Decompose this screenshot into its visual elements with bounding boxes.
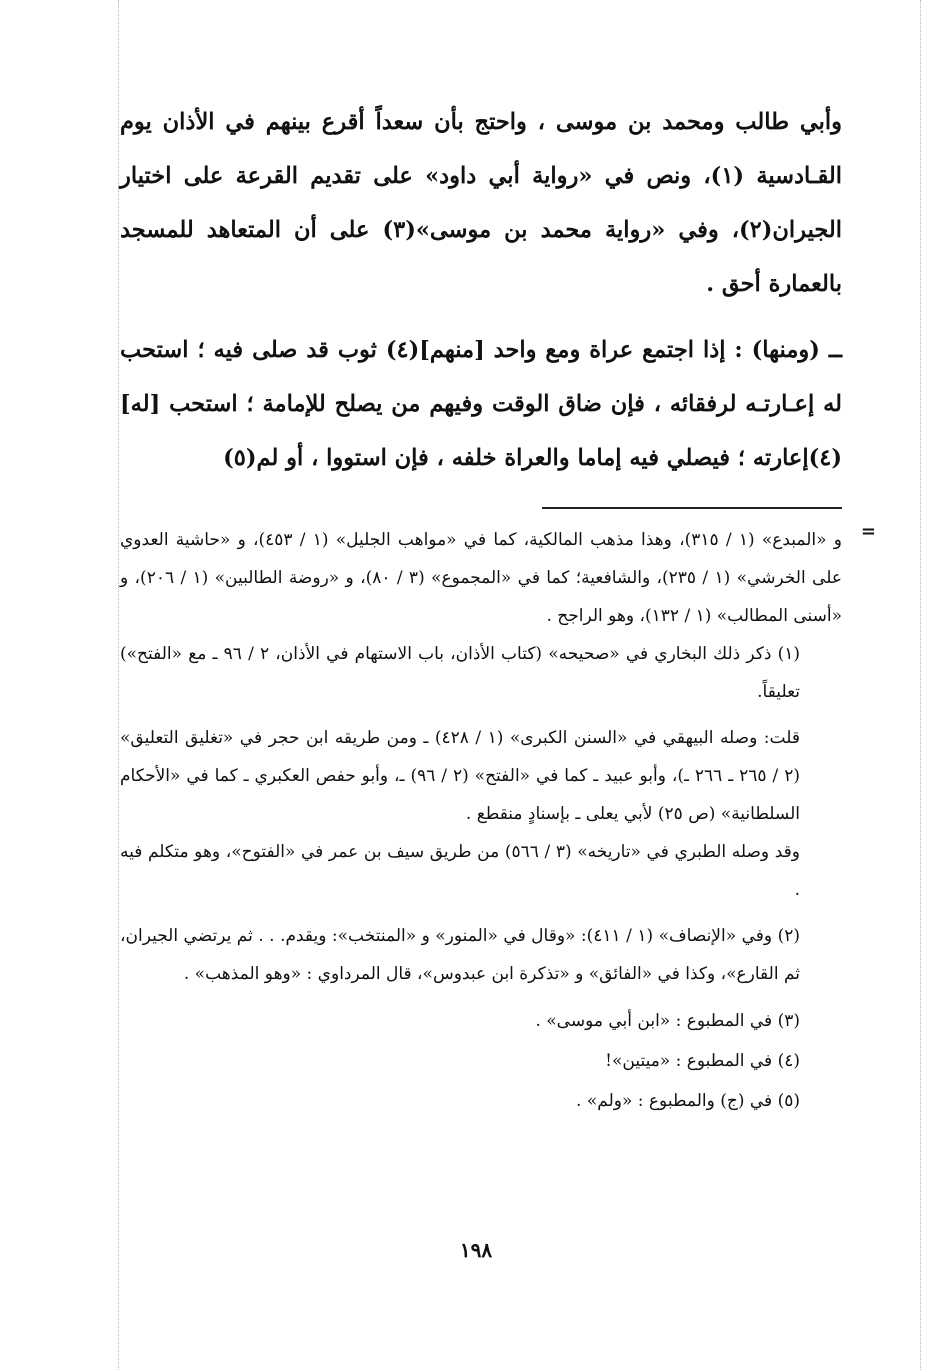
footnote-4: (٤) في المطبوع : «ميتين»! — [605, 1051, 800, 1071]
continuation-mark: = — [860, 521, 876, 542]
main-paragraph-2: ــ (ومنها) : إذا اجتمع عراة ومع واحد [منهم](٤) ثوب قد صلى فيه ؛ استحب له إعـارتـه لرفقائه ، فإن ضاق الوقت وفيهم من يصلح للإمامة ؛ استحب [له](٤)إعارته ؛ فيصلي فيه إماما والعراة خلفه ، فإن استووا ، أو لم(٥) — [120, 337, 842, 471]
page-content — [120, 95, 876, 1121]
footnote-3: (٣) في المطبوع : «ابن أبي موسى» . — [535, 1011, 800, 1031]
main-paragraph-1: وأبي طالب ومحمد بن موسى ، واحتج بأن سعداً أقرع بينهم في الأذان يوم القـادسية (١)، ونص في «رواية أبي داود» على تقديم القرعة على اختيار الجيران(٢)، وفي «رواية محمد بن موسى»(٣) على أن المتعاهد للمسجد بالعمارة أحق . — [120, 109, 843, 297]
footnote-2: (٢) وفي «الإنصاف» (١ / ٤١١): «وقال في «المنور» و «المنتخب»: ويقدم. . . ثم يرتضي الجيران، ثم القارع»، وكذا في «الفائق» و «تذكرة ابن عبدوس»، قال المرداوي : «وهو المذهب» . — [120, 926, 800, 984]
main-text — [120, 95, 842, 485]
scan-edge-left — [118, 0, 119, 1370]
footnote-1-note-1: قلت: وصله البيهقي في «السنن الكبرى» (١ / ٤٢٨) ـ ومن طريقه ابن حجر في «تغليق التعليق» (٢ / ٢٦٥ ـ ٢٦٦ ـ)، وأبو عبيد ـ كما في «الفتح» (٢ / ٩٦) ـ، وأبو حفص العكبري ـ كما في «الأحكام السلطانية» (ص ٢٥) لأبي يعلى ـ بإسنادٍ منقطع . — [120, 728, 800, 824]
footnote-continuation-block — [120, 521, 876, 635]
footnotes — [120, 521, 876, 1121]
footnote-separator — [542, 507, 842, 509]
scan-edge-right — [920, 0, 921, 1370]
footnote-1-note-2: وقد وصله الطبري في «تاريخه» (٣ / ٥٦٦) من طريق سيف بن عمر في «الفتوح»، وهو متكلم فيه . — [120, 842, 800, 900]
footnote-continuation: و «المبدع» (١ / ٣١٥)، وهذا مذهب المالكية، كما في «مواهب الجليل» (١ / ٤٥٣)، و «حاشية العدوي على الخرشي» (١ / ٢٣٥)، والشافعية؛ كما في «المجموع» (٣ / ٨٠)، و «روضة الطالبين» (١ / ٢٠٦)، و «أسنى المطالب» (١ / ١٣٢)، وهو الراجح . — [120, 530, 842, 626]
page-number: ١٩٨ — [459, 1238, 493, 1262]
footnote-5: (٥) في (ج) والمطبوع : «ولم» . — [576, 1091, 800, 1111]
footnote-1: (١) ذكر ذلك البخاري في «صحيحه» (كتاب الأذان، باب الاستهام في الأذان، ٢ / ٩٦ ـ مع «الفتح») تعليقاً. — [120, 644, 800, 702]
